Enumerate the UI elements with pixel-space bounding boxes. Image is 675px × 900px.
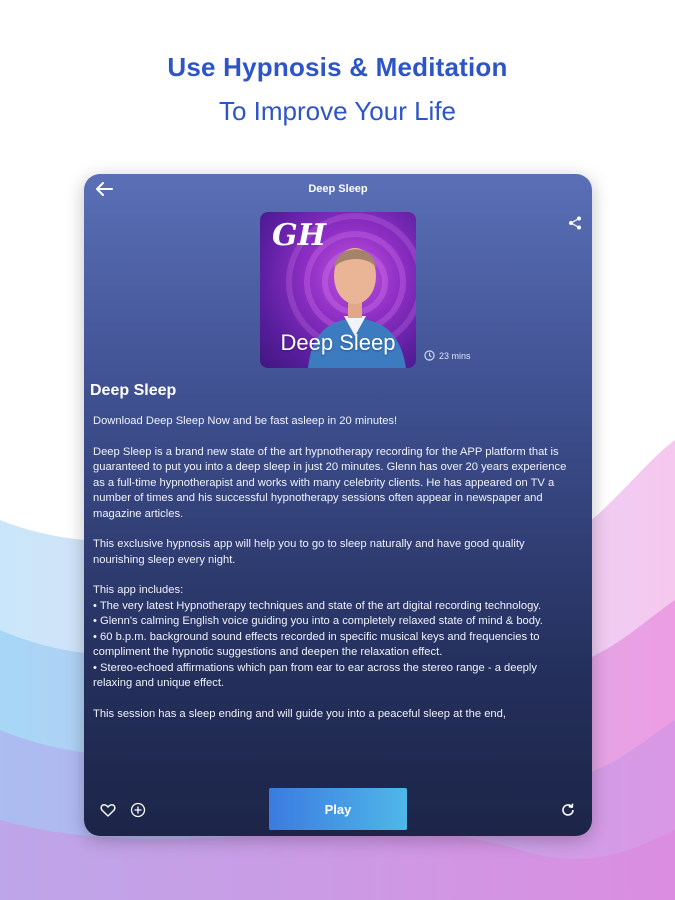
refresh-icon[interactable]: [560, 802, 576, 818]
feature-bullet: • Stereo-echoed affirmations which pan from ear to ear across the stereo range - a deeply relaxing and unique effect.: [93, 661, 537, 689]
feature-bullet: • 60 b.p.m. background sound effects recorded in specific musical keys and frequencies to compliment the hypnotic suggestions and deepen the relaxation effect.: [93, 630, 540, 658]
cover-title: Deep Sleep: [280, 330, 396, 355]
top-bar: [84, 174, 592, 204]
content-title: Deep Sleep: [90, 382, 177, 399]
description: [93, 414, 579, 780]
cover-logo: GH: [272, 218, 326, 253]
duration-label: 23 mins: [439, 350, 471, 361]
cover-art: [260, 212, 416, 368]
description-paragraph: Deep Sleep is a brand new state of the art hypnotherapy recording for the APP platform that is guaranteed to put you into a deep sleep in just 20 minutes. Glenn has over 20 years experience as a full-time hypnotherapist and works with many celebrity clients. He has appeared on TV a number of times and his successful hypnotherapy sessions often appear in newspaper and magazine articles.: [93, 445, 567, 520]
promo-headline: Use Hypnosis & Meditation: [167, 52, 508, 82]
play-button[interactable]: Play: [269, 788, 407, 830]
description-paragraph: This exclusive hypnosis app will help you to go to sleep naturally and have good quality nourishing sleep every night.: [93, 538, 525, 566]
duration: [424, 350, 471, 361]
feature-bullet: • The very latest Hypnotherapy techniques and state of the art digital recording technology.: [93, 599, 542, 612]
clock-icon: [424, 350, 435, 361]
share-icon[interactable]: [568, 216, 582, 230]
description-paragraph: Download Deep Sleep Now and be fast asleep in 20 minutes!: [93, 415, 398, 427]
app-screen: [84, 174, 592, 836]
promo-subheadline: To Improve Your Life: [218, 96, 457, 126]
screen-title: Deep Sleep: [308, 183, 368, 195]
plus-circle-icon[interactable]: [130, 802, 146, 818]
includes-heading: This app includes:: [93, 584, 184, 596]
heart-icon[interactable]: [100, 802, 116, 818]
description-paragraph: This session has a sleep ending and will guide you into a peaceful sleep at the end,: [93, 707, 506, 720]
feature-bullet: • Glenn's calming English voice guiding you into a completely relaxed state of mind & body.: [93, 615, 543, 627]
bottom-bar: [84, 780, 592, 836]
